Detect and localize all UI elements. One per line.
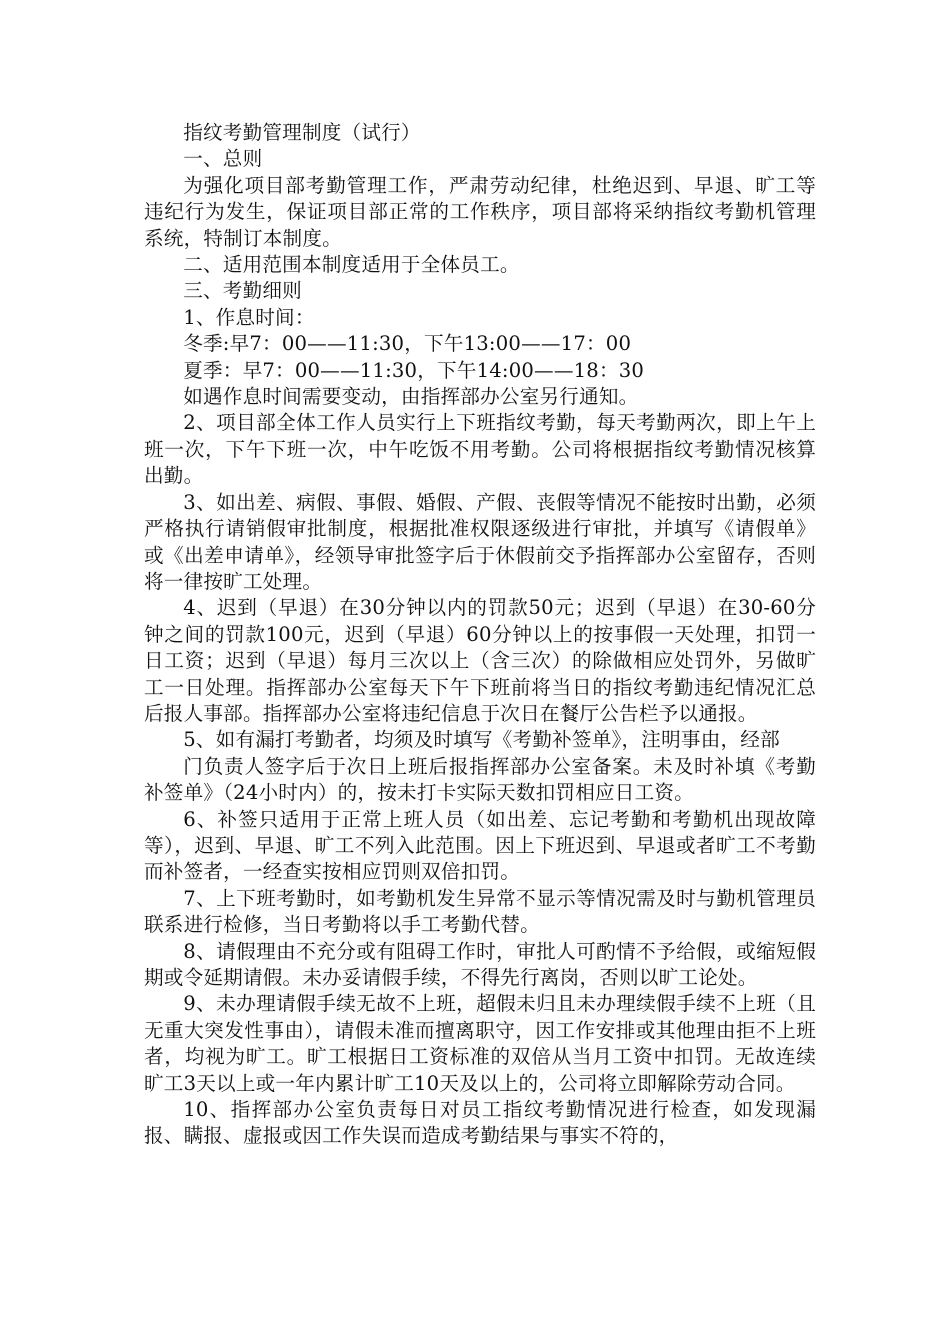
rule-9: 9、未办理请假手续无故不上班，超假未归且未办理续假手续不上班（且无重大突发性事由），请假未准而擅离职守，因工作安排或其他理由拒不上班者，均视为旷工。旷工根据日工资标准的双倍从当月工资中扣罚。无故连续旷工3天以上或一年内累计旷工10天及以上的，公司将立即解除劳动合同。	[144, 992, 816, 1095]
document-body	[144, 120, 816, 1150]
section-heading-general: 一、总则	[183, 147, 263, 171]
rule-10: 10、指挥部办公室负责每日对员工指纹考勤情况进行检查，如发现漏报、瞒报、虚报或因工作失误而造成考勤结果与事实不符的，	[144, 1098, 816, 1148]
section-heading-rules: 三、考勤细则	[183, 279, 302, 303]
rule-5-first-line: 5、如有漏打考勤者，均须及时填写《考勤补签单》，注明事由，经部	[183, 728, 780, 752]
rule-2: 2、项目部全体工作人员实行上下班指纹考勤，每天考勤两次，即上午上班一次，下午下班一次，中午吃饭不用考勤。公司将根据指纹考勤情况核算出勤。	[144, 411, 816, 488]
schedule-change-note: 如遇作息时间需要变动，由指挥部办公室另行通知。	[183, 385, 639, 409]
rule-4: 4、迟到（早退）在30分钟以内的罚款50元；迟到（早退）在30-60分钟之间的罚款100元，迟到（早退）60分钟以上的按事假一天处理，扣罚一日工资；迟到（早退）每月三次以上（含三次）的除做相应处罚外，另做旷工一日处理。指挥部办公室每天下午下班前将当日的指纹考勤违纪情况汇总后报人事部。指挥部办公室将违纪信息于次日在餐厅公告栏予以通报。	[144, 596, 816, 725]
summer-schedule: 夏季：早7：00——11:30，下午14:00——18：30	[183, 358, 645, 382]
rule-7: 7、上下班考勤时，如考勤机发生异常不显示等情况需及时与勤机管理员联系进行检修，当日考勤将以手工考勤代替。	[144, 886, 816, 937]
winter-schedule: 冬季:早7：00——11:30，下午13:00——17：00	[183, 332, 632, 356]
section-heading-scope: 二、适用范围本制度适用于全体员工。	[183, 253, 520, 277]
document-title: 指纹考勤管理制度（试行）	[183, 121, 421, 144]
rule-1-heading: 1、作息时间：	[183, 305, 315, 329]
rule-6: 6、补签只适用于正常上班人员（如出差、忘记考勤和考勤机出现故障等），迟到、早退、旷工不列入此范围。因上下班迟到、早退或者旷工不考勤而补签者，一经查实按相应罚则双倍扣罚。	[144, 807, 816, 884]
rule-3: 3、如出差、病假、事假、婚假、产假、丧假等情况不能按时出勤，必须严格执行请销假审批制度，根据批准权限逐级进行审批，并填写《请假单》或《出差申请单》，经领导审批签字后于休假前交予指挥部办公室留存，否则将一律按旷工处理。	[144, 490, 816, 593]
paragraph-purpose: 为强化项目部考勤管理工作，严肃劳动纪律，杜绝迟到、早退、旷工等违纪行为发生，保证项目部正常的工作秩序，项目部将采纳指纹考勤机管理系统，特制订本制度。	[144, 173, 816, 250]
rule-5-continuation: 门负责人签字后于次日上班后报指挥部办公室备案。未及时补填《考勤补签单》（24小时内）的，按未打卡实际天数扣罚相应日工资。	[144, 754, 816, 805]
rule-8: 8、请假理由不充分或有阻碍工作时，审批人可酌情不予给假，或缩短假期或令延期请假。未办妥请假手续，不得先行离岗，否则以旷工论处。	[144, 939, 816, 989]
